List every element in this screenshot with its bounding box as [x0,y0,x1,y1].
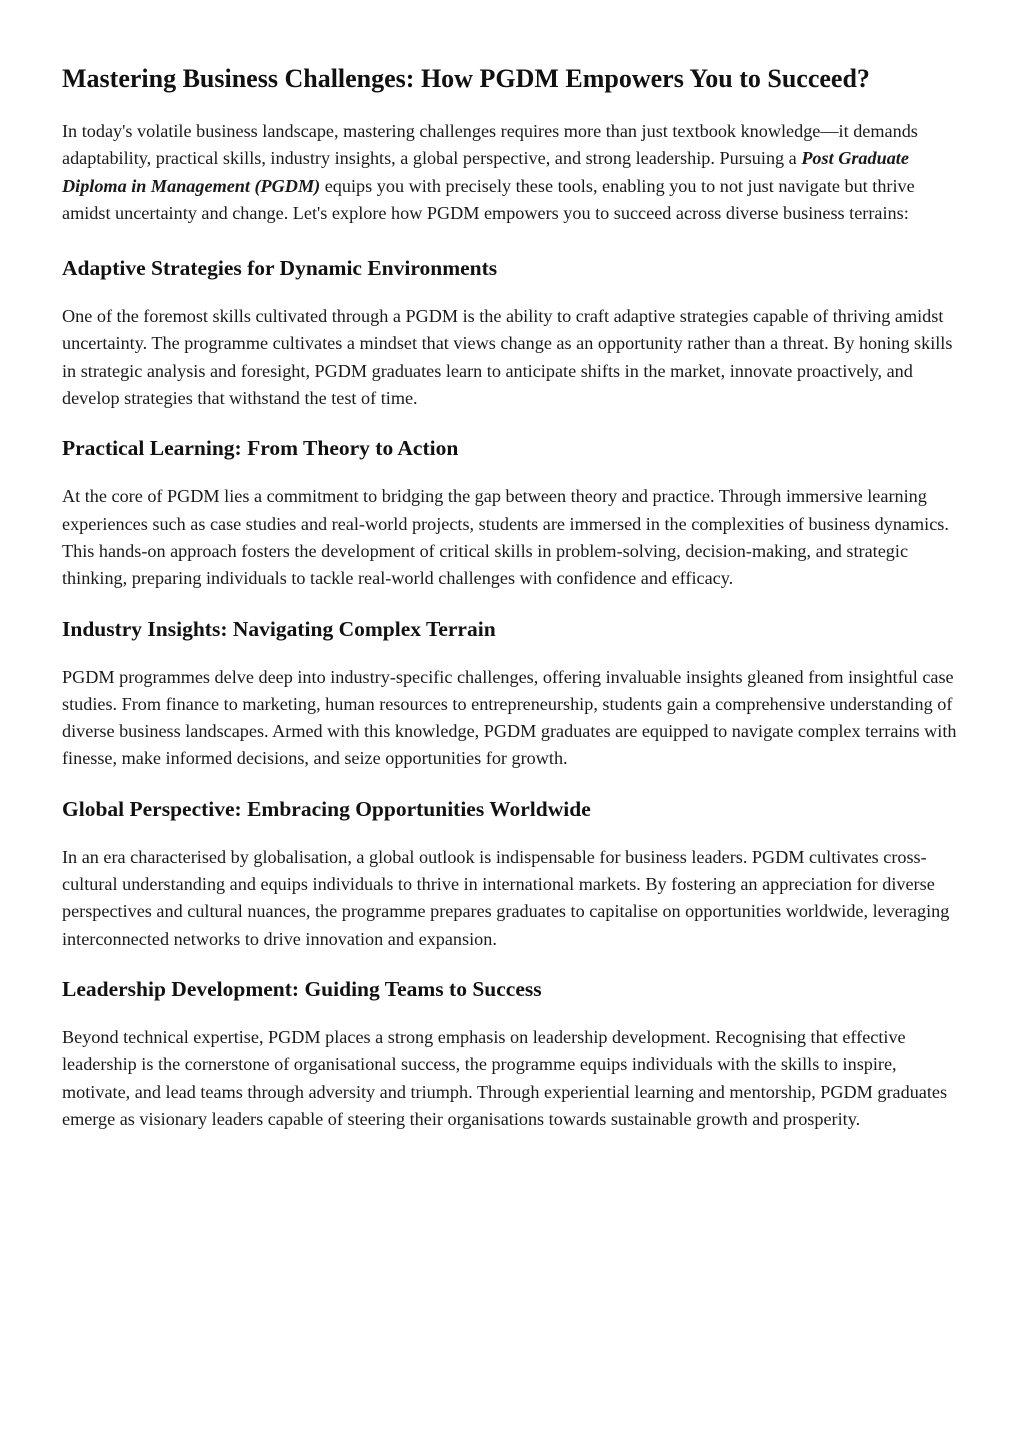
intro-emphasis: Post Graduate Diploma in Management (PGDM) [62,148,909,196]
document-page [62,0,962,1133]
section-heading-adaptive-strategies: Adaptive Strategies for Dynamic Environments [62,256,498,281]
section-body-industry-insights: PGDM programmes delve deep into industry-specific challenges, offering invaluable insights gleaned from insightful case studies. From finance to marketing, human resources to entrepreneurship, students gain a comprehensive understanding of diverse business landscapes. Armed with this knowledge, PGDM graduates are equipped to navigate complex terrains with finesse, make informed decisions, and seize opportunities for growth. [62,666,957,769]
section-body-global-perspective: In an era characterised by globalisation, a global outlook is indispensable for business leaders. PGDM cultivates cross-cultural understanding and equips individuals to thrive in international markets. By fostering an appreciation for diverse perspectives and cultural nuances, the programme prepares graduates to capitalise on opportunities worldwide, leveraging interconnected networks to drive innovation and expansion. [62,846,950,949]
section-body-leadership-development: Beyond technical expertise, PGDM places a strong emphasis on leadership development. Recognising that effective leadership is the cornerstone of organisational success, the programme equips individuals with the skills to inspire, motivate, and lead teams through adversity and triumph. Through experiential learning and mentorship, PGDM graduates emerge as visionary leaders capable of steering their organisations towards sustainable growth and prosperity. [62,1026,948,1129]
section-heading-industry-insights: Industry Insights: Navigating Complex Terrain [62,616,496,641]
intro-text-before: In today's volatile business landscape, mastering challenges requires more than just textbook knowledge—it demands adaptability, practical skills, industry insights, a global perspective, and strong leadership. Pursuing a [62,121,918,169]
section-body-adaptive-strategies: One of the foremost skills cultivated through a PGDM is the ability to craft adaptive strategies capable of thriving amidst uncertainty. The programme cultivates a mindset that views change as an opportunity rather than a threat. By honing skills in strategic analysis and foresight, PGDM graduates learn to anticipate shifts in the market, innovate proactively, and develop strategies that withstand the test of time. [62,306,953,409]
section-heading-leadership-development: Leadership Development: Guiding Teams to Success [62,976,542,1001]
intro-paragraph [62,118,962,227]
page-title: Mastering Business Challenges: How PGDM Empowers You to Succeed? [62,64,870,93]
section-heading-practical-learning: Practical Learning: From Theory to Action [62,436,459,461]
section-heading-global-perspective: Global Perspective: Embracing Opportunities Worldwide [62,796,591,821]
intro-text-after: equips you with precisely these tools, enabling you to not just navigate but thrive amidst uncertainty and change. Let's explore how PGDM empowers you to succeed across diverse business terrains: [62,175,915,223]
section-body-practical-learning: At the core of PGDM lies a commitment to bridging the gap between theory and practice. Through immersive learning experiences such as case studies and real-world projects, students are immersed in the complexities of business dynamics. This hands-on approach fosters the development of critical skills in problem-solving, decision-making, and strategic thinking, preparing individuals to tackle real-world challenges with confidence and efficacy. [62,486,949,589]
